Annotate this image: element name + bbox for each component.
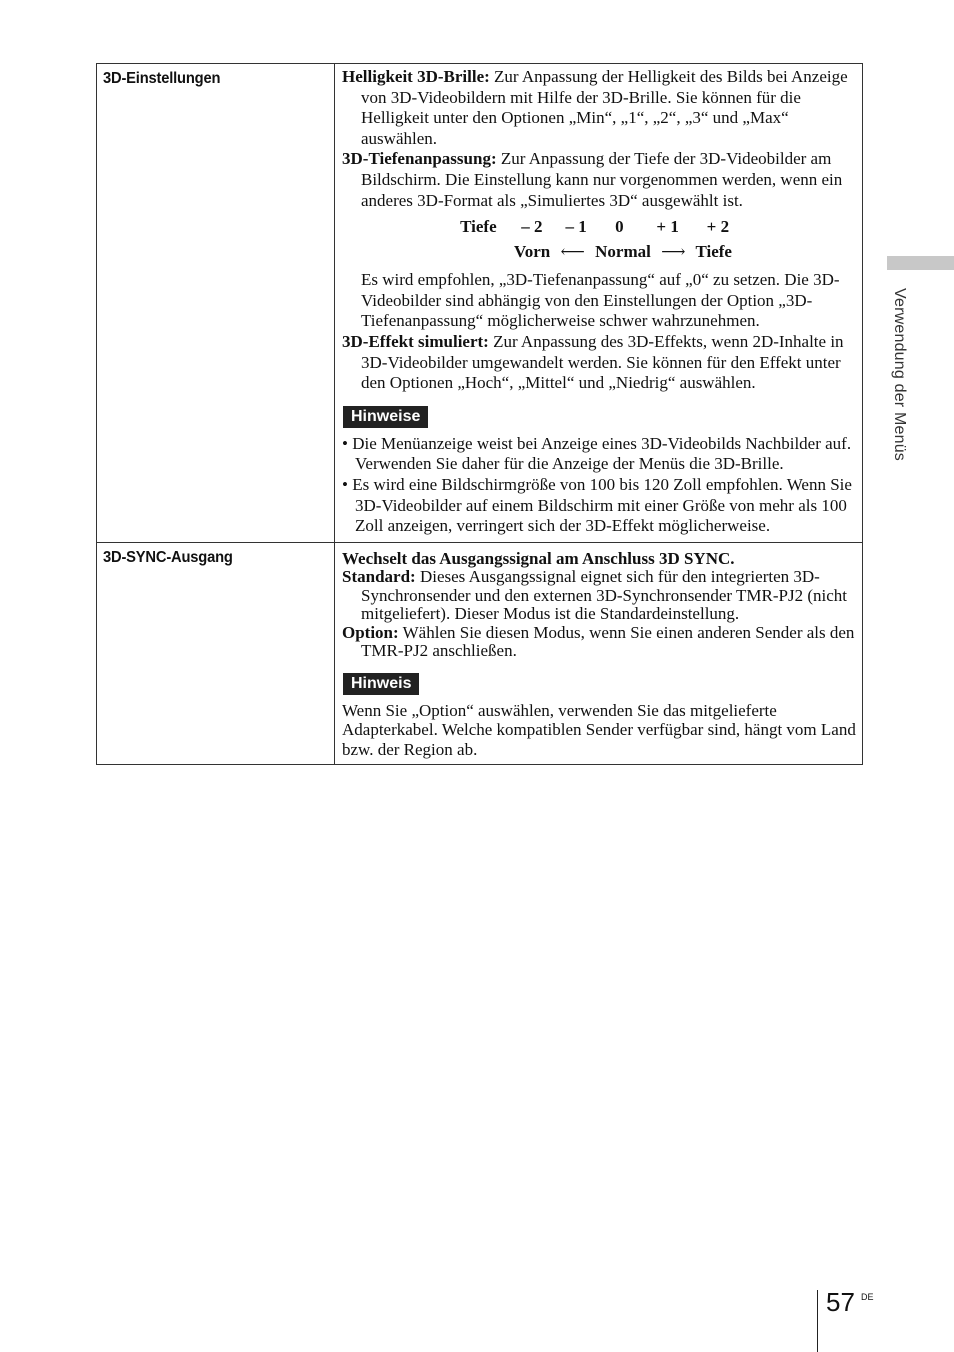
depth-scale-label: Tiefe (460, 217, 497, 237)
row-label: 3D-SYNC-Ausgang (103, 548, 233, 566)
note-text: Wenn Sie „Option“ auswählen, verwenden Sie das mitgelieferte Adapterkabel. Welche kompatiblen Sender verfügbar sind, hängt vom Land bzw. der Region ab. (342, 700, 856, 759)
direction-depth-label: Tiefe (695, 242, 732, 262)
row-label: 3D-Einstellungen (103, 70, 221, 87)
note-item: • Die Menüanzeige weist bei Anzeige eines 3D-Videobilds Nachbilder auf. Verwenden Sie daher für die Anzeige der Menüs die 3D-Brille. (342, 433, 852, 474)
direction-normal-label: Normal (595, 242, 651, 262)
option-description: Dieses Ausgangssignal eignet sich für den integrierten 3D-Synchronsender und den externen 3D-Synchronsender TMR-PJ2 (nicht mitgeliefert). Dieser Modus ist die Standardeinstellung. (361, 567, 847, 624)
table-row-3d-sync-ausgang (97, 542, 863, 765)
page-number-divider (817, 1290, 818, 1352)
option-option (342, 624, 856, 661)
option-3d-tiefenanpassung (342, 149, 856, 211)
settings-table (96, 63, 863, 765)
option-description: Zur Anpassung der Helligkeit des Bilds bei Anzeige von 3D-Videobildern mit Hilfe der 3D-Brille. Sie können für die Helligkeit unter den Optionen „Min“, „1“, „2“, „3“ und „Max“ auswählen. (361, 67, 848, 148)
depth-value: – 1 (565, 217, 587, 237)
option-standard (342, 568, 856, 624)
option-title: 3D-Tiefenanpassung: (342, 149, 497, 169)
note-item: • Es wird eine Bildschirmgröße von 100 bis 120 Zoll empfohlen. Wenn Sie 3D-Videobilder auf einem Bildschirm mit einer Größe von mehr als 100 Zoll anzeigen, verringert sich der 3D-Effekt möglicherweise. (342, 474, 852, 536)
section-tab-marker (887, 256, 954, 270)
depth-value: – 2 (521, 217, 543, 237)
depth-recommendation: Es wird empfohlen, „3D-Tiefenanpassung“ auf „0“ zu setzen. Die 3D-Videobilder sind abhängig von den Einstellungen der Option „3D-Tiefenanpassung“ möglicherweise schwer wahrzunehmen. (361, 270, 840, 331)
arrow-left-icon: ⟵ (560, 242, 585, 262)
option-helligkeit-3d-brille (342, 67, 856, 149)
note-badge: Hinweis (343, 673, 419, 695)
row-content-cell (335, 64, 863, 543)
depth-scale-direction (342, 242, 856, 264)
table-row-3d-einstellungen (97, 64, 863, 543)
row-label-cell (97, 64, 335, 543)
row-lead-text: Wechselt das Ausgangssignal am Anschluss 3D SYNC. (342, 548, 735, 568)
depth-scale-values (342, 217, 856, 239)
notes-badge: Hinweise (343, 406, 428, 428)
option-title: Helligkeit 3D-Brille: (342, 67, 490, 86)
option-title: Option: (342, 622, 399, 642)
direction-front-label: Vorn (514, 242, 551, 262)
option-3d-effekt-simuliert (342, 332, 856, 394)
option-description: Wählen Sie diesen Modus, wenn Sie einen anderen Sender als den TMR-PJ2 anschließen. (361, 622, 855, 661)
page-number: 57 (826, 1287, 855, 1317)
arrow-right-icon: ⟶ (661, 242, 686, 262)
option-title: 3D-Effekt simuliert: (342, 331, 489, 351)
depth-value: 0 (615, 217, 624, 237)
option-description: Zur Anpassung des 3D-Effekts, wenn 2D-Inhalte in 3D-Videobilder umgewandelt werden. Sie können für den Effekt unter den Optionen „Hoch“, „Mittel“ und „Niedrig“ auswählen. (361, 331, 844, 393)
page-language: DE (861, 1292, 874, 1302)
row-label-cell (97, 542, 335, 765)
option-description: Zur Anpassung der Tiefe der 3D-Videobilder am Bildschirm. Die Einstellung kann nur vorgenommen werden, wenn ein anderes 3D-Format als „Simuliertes 3D“ ausgewählt ist. (361, 149, 843, 210)
option-title: Standard: (342, 567, 416, 587)
depth-value: + 1 (656, 217, 679, 237)
row-content-cell (335, 542, 863, 765)
depth-value: + 2 (706, 217, 730, 237)
section-side-label: Verwendung der Menüs (891, 288, 908, 461)
